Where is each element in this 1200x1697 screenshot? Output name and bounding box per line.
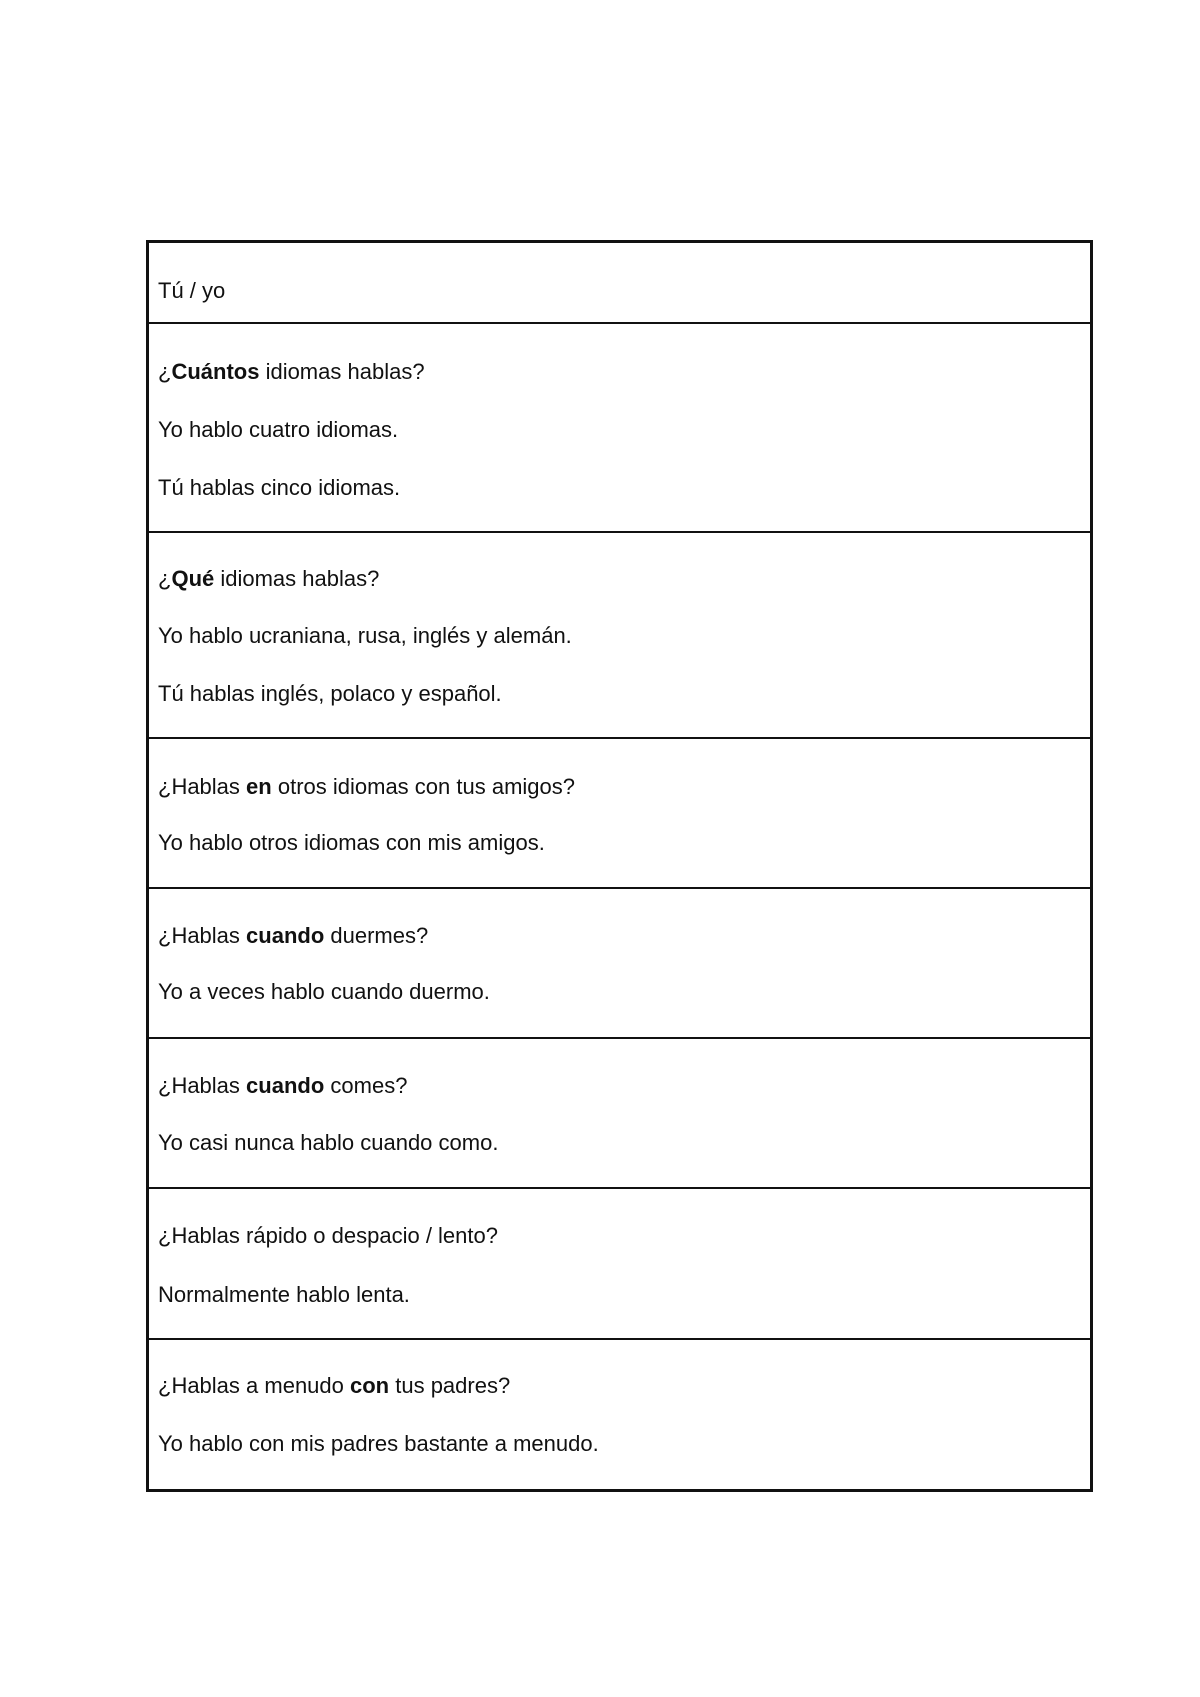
line-text: idiomas hablas?	[259, 359, 425, 384]
row-line	[158, 923, 428, 949]
row-line	[158, 475, 400, 501]
emphasis-word: con	[350, 1373, 390, 1398]
line-text: ¿	[158, 566, 172, 591]
dialogue-table	[146, 240, 1093, 1492]
emphasis-word: Qué	[171, 566, 215, 591]
row-line	[158, 278, 225, 304]
table-row	[149, 324, 1090, 533]
line-text: Tú / yo	[158, 278, 226, 303]
line-text: Normalmente hablo lenta.	[158, 1282, 410, 1307]
row-line	[158, 1282, 410, 1308]
row-line	[158, 774, 575, 800]
row-line	[158, 566, 379, 592]
emphasis-word: en	[246, 774, 272, 799]
table-row	[149, 739, 1090, 889]
line-text: tus padres?	[389, 1373, 511, 1398]
row-line	[158, 979, 490, 1005]
line-text: Yo hablo ucraniana, rusa, inglés y alemán.	[158, 623, 572, 648]
row-line	[158, 1073, 407, 1099]
row-line	[158, 1130, 498, 1156]
row-line	[158, 417, 398, 443]
line-text: Yo casi nunca hablo cuando como.	[158, 1130, 499, 1155]
row-line	[158, 1223, 498, 1249]
emphasis-word: cuando	[246, 923, 325, 948]
row-line	[158, 1373, 510, 1399]
table-row	[149, 889, 1090, 1039]
line-text: Tú hablas inglés, polaco y español.	[158, 681, 502, 706]
table-row	[149, 1340, 1090, 1489]
line-text: idiomas hablas?	[214, 566, 380, 591]
line-text: ¿Hablas	[158, 1073, 247, 1098]
emphasis-word: cuando	[246, 1073, 325, 1098]
line-text: Yo hablo con mis padres bastante a menudo.	[158, 1431, 599, 1456]
line-text: Yo a veces hablo cuando duermo.	[158, 979, 490, 1004]
line-text: otros idiomas con tus amigos?	[271, 774, 575, 799]
line-text: Tú hablas cinco idiomas.	[158, 475, 401, 500]
line-text: comes?	[324, 1073, 408, 1098]
emphasis-word: Cuántos	[171, 359, 260, 384]
row-line	[158, 1431, 599, 1457]
line-text: ¿Hablas rápido o despacio / lento?	[158, 1223, 498, 1248]
row-line	[158, 681, 502, 707]
line-text: Yo hablo otros idiomas con mis amigos.	[158, 830, 545, 855]
table-row	[149, 533, 1090, 739]
line-text: Yo hablo cuatro idiomas.	[158, 417, 399, 442]
row-line	[158, 359, 425, 385]
table-row	[149, 243, 1090, 324]
line-text: ¿Hablas	[158, 923, 247, 948]
line-text: ¿Hablas	[158, 774, 247, 799]
line-text: duermes?	[324, 923, 429, 948]
row-line	[158, 623, 572, 649]
table-row	[149, 1189, 1090, 1340]
table-row	[149, 1039, 1090, 1189]
line-text: ¿	[158, 359, 172, 384]
line-text: ¿Hablas a menudo	[158, 1373, 350, 1398]
row-line	[158, 830, 545, 856]
